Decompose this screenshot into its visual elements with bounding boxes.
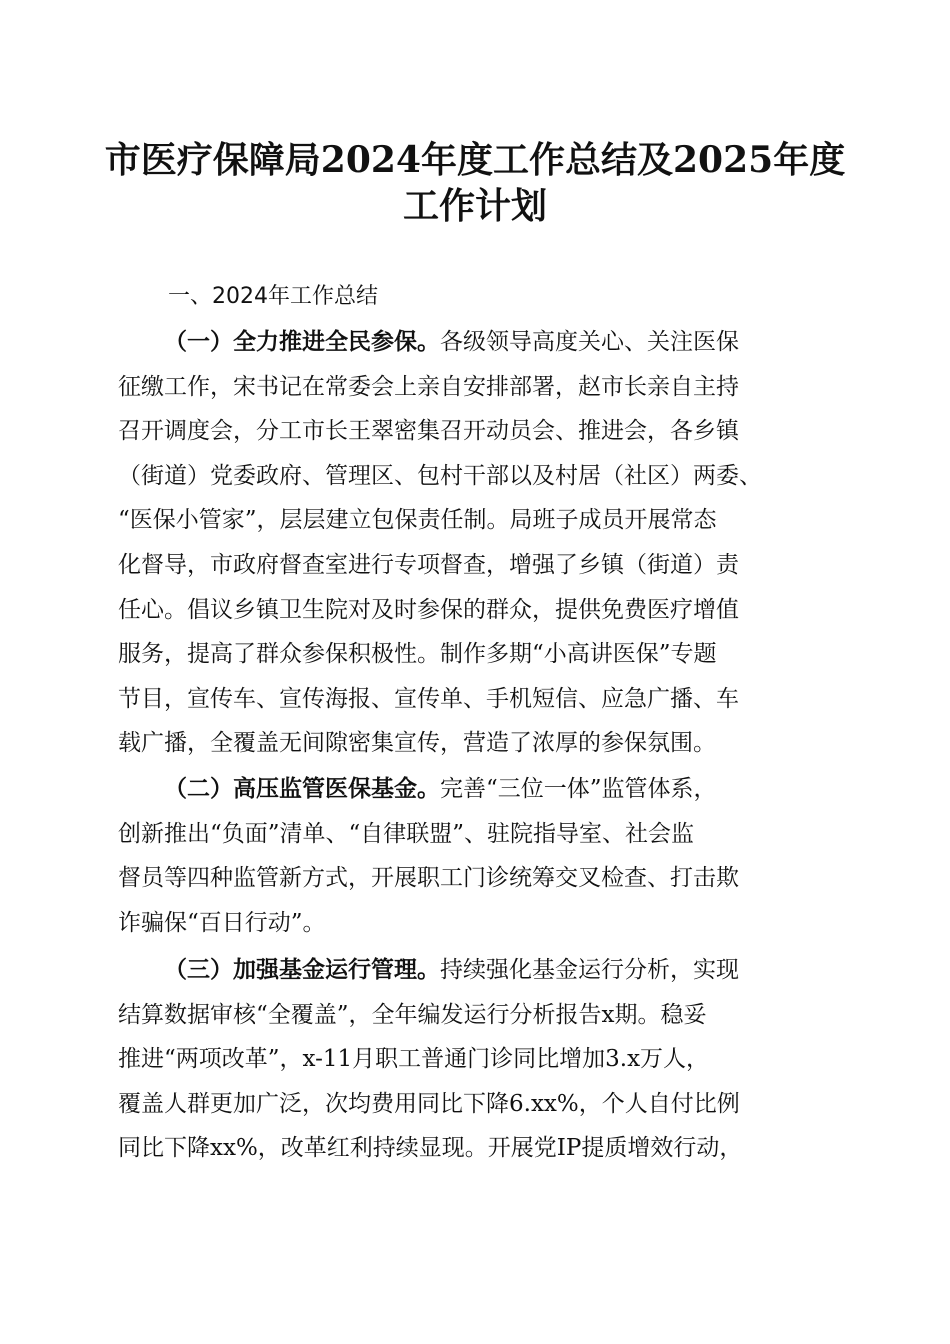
paragraph-line <box>118 721 838 766</box>
paragraph-line <box>118 365 838 410</box>
paragraph-lead: （二）高压监管医保基金。 <box>164 775 440 802</box>
paragraph-line <box>118 1126 838 1171</box>
paragraph-text: 任心。倡议乡镇卫生院对及时参保的群众，提供免费医疗增值 <box>118 596 739 623</box>
paragraph-text: 完善“三位一体”监管体系， <box>440 776 717 802</box>
paragraph-text: 召开调度会，分工市长王翠密集召开动员会、推进会，各乡镇 <box>118 418 739 445</box>
paragraph-text: 征缴工作，宋书记在常委会上亲自安排部署，赵市长亲自主持 <box>118 373 739 400</box>
paragraph-text: 节目，宣传车、宣传海报、宣传单、手机短信、应急广播、车 <box>118 685 739 712</box>
paragraph-line <box>118 1082 838 1127</box>
paragraph-text: 各级领导高度关心、关注医保 <box>440 329 739 355</box>
paragraph-line <box>118 498 838 543</box>
paragraph-line <box>118 677 838 722</box>
paragraph-line <box>118 948 838 993</box>
paragraph-line <box>118 812 838 857</box>
paragraph-text: 化督导，市政府督查室进行专项督查，增强了乡镇（街道）责 <box>118 551 739 578</box>
section-heading: 一、2024年工作总结 <box>168 284 378 309</box>
paragraph-3 <box>118 948 838 1171</box>
paragraph-text: 服务，提高了群众参保积极性。制作多期“小高讲医保”专题 <box>118 641 717 668</box>
paragraph-text: 创新推出“负面”清单、“自律联盟”、驻院指导室、社会监 <box>118 820 695 847</box>
paragraph-text: 诈骗保“百日行动”。 <box>118 909 326 936</box>
paragraph-2 <box>118 767 838 945</box>
paragraph-line <box>118 409 838 454</box>
paragraph-lead: （三）加强基金运行管理。 <box>164 956 440 983</box>
paragraph-text: 覆盖人群更加广泛，次均费用同比下降6.xx%，个人自付比例 <box>118 1090 740 1117</box>
paragraph-line <box>118 632 838 677</box>
paragraph-text: （街道）党委政府、管理区、包村干部以及村居（社区）两委、 <box>118 462 762 489</box>
paragraph-lead: （一）全力推进全民参保。 <box>164 328 440 355</box>
paragraph-text: 持续强化基金运行分析，实现 <box>440 957 739 983</box>
paragraph-line <box>118 767 838 812</box>
document-title-line-1: 市医疗保障局2024年度工作总结及2025年度 <box>104 139 846 181</box>
paragraph-text: 载广播，全覆盖无间隙密集宣传，营造了浓厚的参保氛围。 <box>118 730 716 757</box>
paragraph-line <box>118 320 838 365</box>
paragraph-line <box>118 1037 838 1082</box>
paragraph-line <box>118 543 838 588</box>
paragraph-1 <box>118 320 838 766</box>
paragraph-line <box>118 454 838 499</box>
paragraph-text: 同比下降xx%，改革红利持续显现。开展党IP提质增效行动， <box>118 1135 743 1162</box>
document-title-line-2: 工作计划 <box>402 185 547 227</box>
paragraph-line <box>118 588 838 633</box>
paragraph-text: 督员等四种监管新方式，开展职工门诊统筹交叉检查、打击欺 <box>118 865 739 892</box>
paragraph-line <box>118 993 838 1038</box>
paragraph-text: “医保小管家”，层层建立包保责任制。局班子成员开展常态 <box>118 507 717 534</box>
paragraph-line <box>118 856 838 901</box>
paragraph-line <box>118 901 838 946</box>
paragraph-text: 推进“两项改革”，x-11月职工普通门诊同比增加3.x万人， <box>118 1046 710 1073</box>
paragraph-text: 结算数据审核“全覆盖”，全年编发运行分析报告x期。稳妥 <box>118 1001 707 1028</box>
